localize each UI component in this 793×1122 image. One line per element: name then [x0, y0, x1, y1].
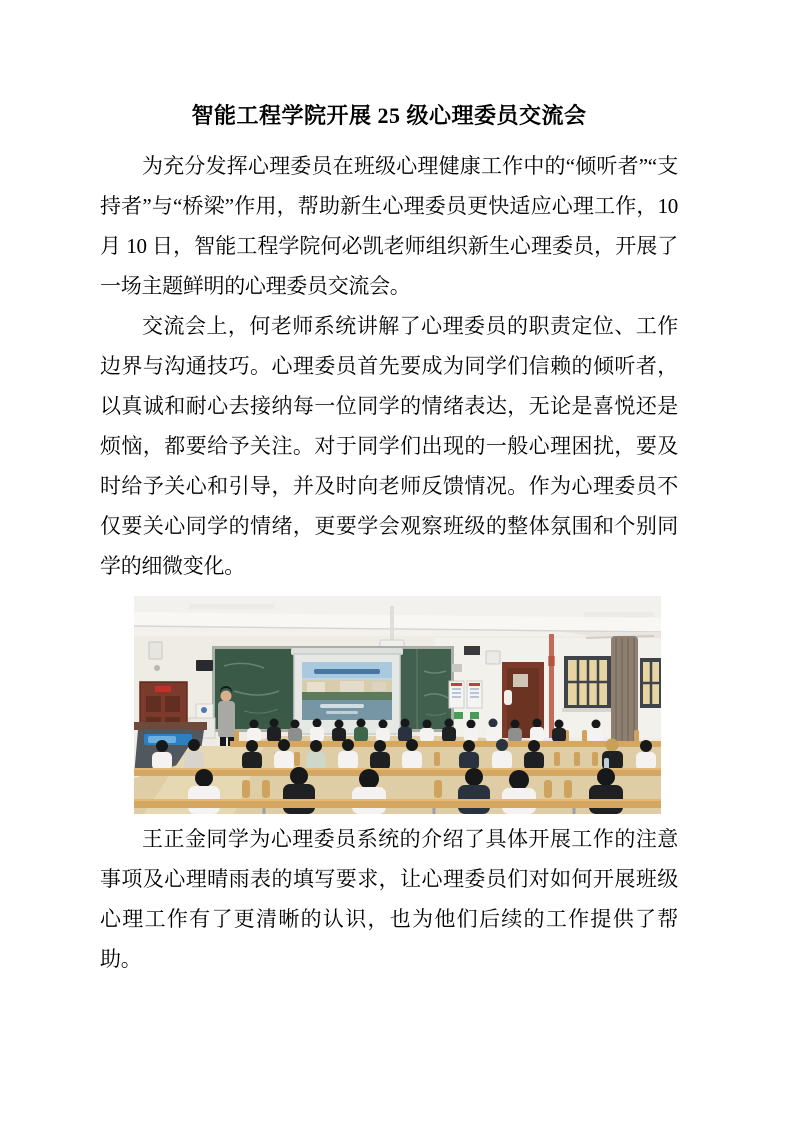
document-title: 智能工程学院开展 25 级心理委员交流会: [191, 103, 587, 128]
paragraph-conclusion: 王正金同学为心理委员系统的介绍了具体开展工作的注意事项及心理晴雨表的填写要求，让心理委员们对如何开展班级心理工作有了更清晰的认识，也为他们后续的工作提供了帮助。: [100, 827, 678, 971]
classroom-photo: [134, 596, 661, 814]
paragraph-intro: 为充分发挥心理委员在班级心理健康工作中的“倾听者”“支持者”与“桥梁”作用，帮助新生心理委员更快适应心理工作，10 月 10 日，智能工程学院何必凯老师组织新生心理委员，开展了一场主题鲜明的心理委员交流会。: [100, 154, 678, 298]
paragraph-meeting-content: 交流会上，何老师系统讲解了心理委员的职责定位、工作边界与沟通技巧。心理委员首先要成为同学们信赖的倾听者，以真诚和耐心去接纳每一位同学的情绪表达，无论是喜悦还是烦恼，都要给予关注。对于同学们出现的一般心理困扰，要及时给予关心和引导，并及时向老师反馈情况。作为心理委员不仅要关心同学的情绪，更要学会观察班级的整体氛围和个别同学的细微变化。: [100, 314, 678, 578]
classroom-photo-illustration: [134, 596, 661, 814]
